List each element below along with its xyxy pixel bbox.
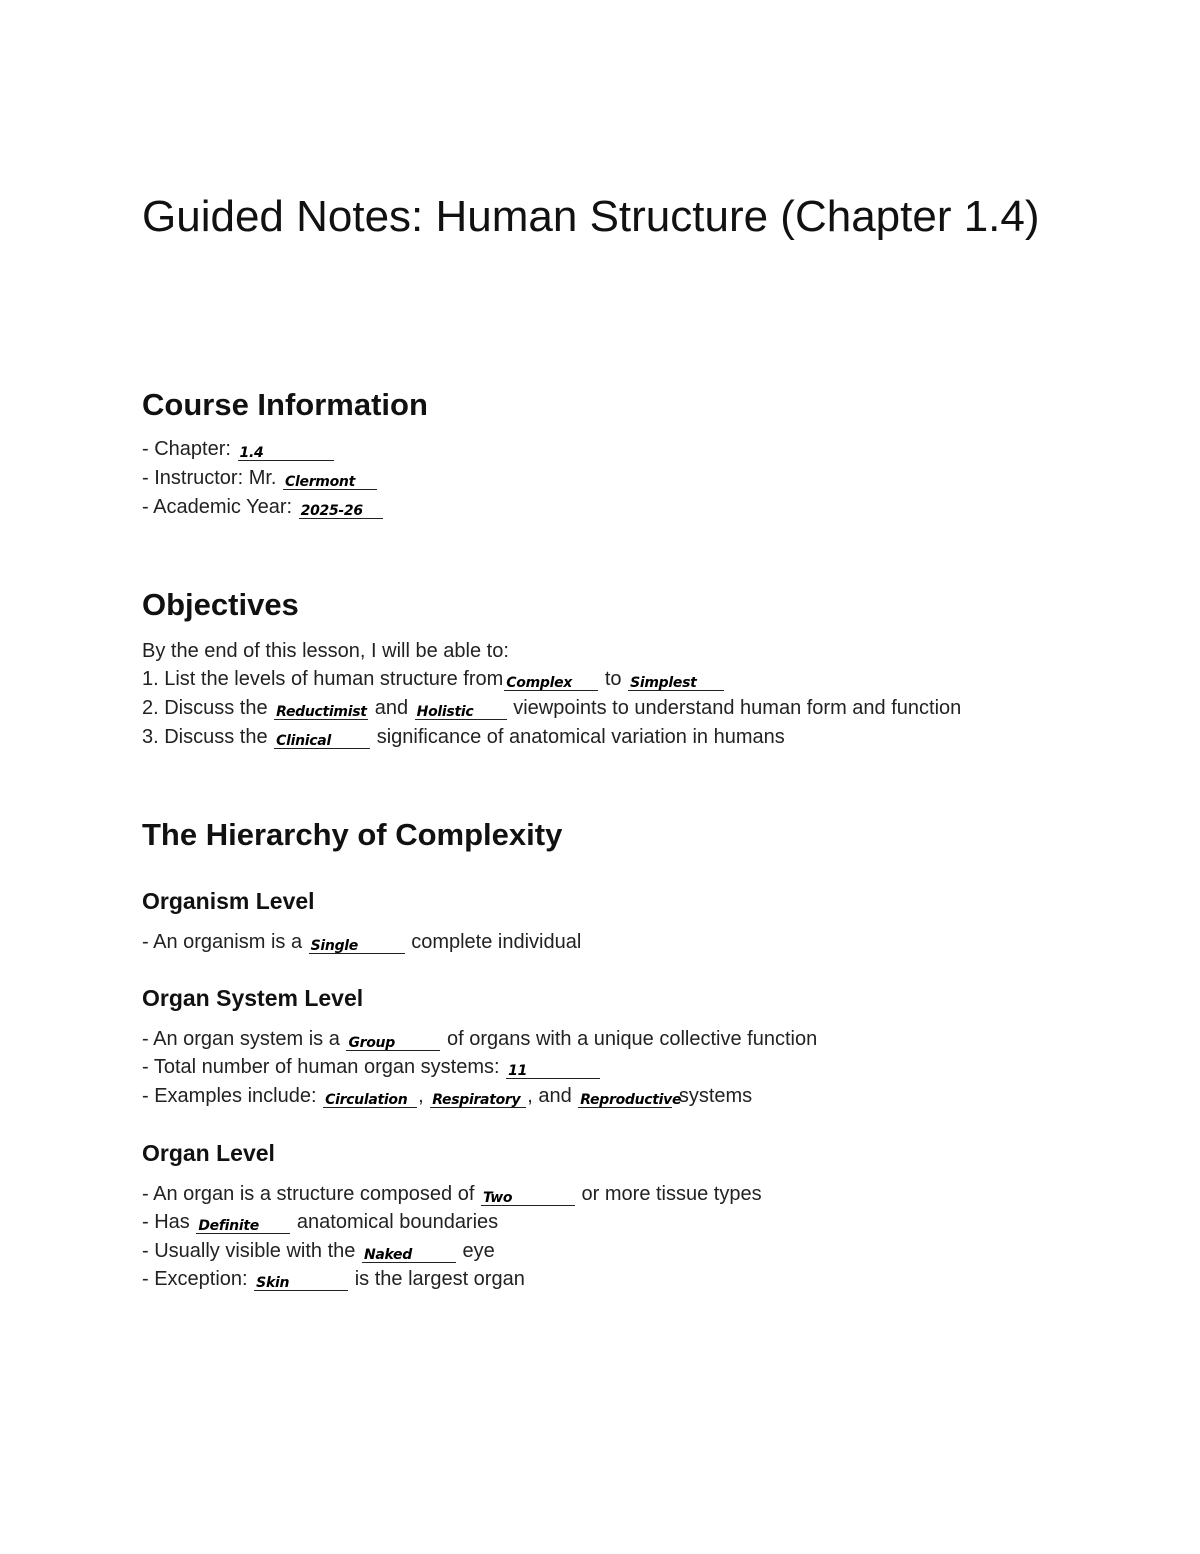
year-line xyxy=(142,493,384,521)
objective-2-post: viewpoints to understand human form and function xyxy=(513,697,962,719)
objective-3-text: 3. Discuss the xyxy=(142,726,268,748)
year-answer: 2025-26 xyxy=(300,503,363,519)
hierarchy-heading-text: The Hierarchy of Complexity xyxy=(142,817,563,852)
organ-system-line-2-text: - Total number of human organ systems: xyxy=(142,1056,500,1078)
objectives-heading-text: Objectives xyxy=(142,587,299,622)
organ-system-sep-2: , and xyxy=(527,1085,572,1107)
organ-system-line-3-text: - Examples include: xyxy=(142,1085,317,1107)
organism-answer: Single xyxy=(310,938,359,954)
organ-system-blank-5 xyxy=(578,1085,682,1108)
organ-system-answer-5: Reproductive xyxy=(580,1092,682,1108)
organ-system-line-1 xyxy=(142,1025,817,1053)
organ-line-1-text: - An organ is a structure composed of xyxy=(142,1183,475,1205)
organ-line-4-text: - Exception: xyxy=(142,1268,248,1290)
organ-system-answer-1: Group xyxy=(348,1035,395,1051)
objective-3 xyxy=(142,723,785,751)
organ-system-answer-2: 11 xyxy=(508,1063,528,1079)
year-label: - Academic Year: xyxy=(142,496,293,518)
organ-level-heading: Organ Level xyxy=(142,1140,275,1166)
objective-1-blank-1 xyxy=(504,668,598,691)
organ-system-sep-1: , xyxy=(418,1085,424,1107)
organ-system-line-2 xyxy=(142,1053,601,1081)
organ-blank-1 xyxy=(481,1183,575,1206)
organ-system-line-3-post: systems xyxy=(678,1085,753,1107)
objective-1-answer-1: Complex xyxy=(506,675,573,691)
chapter-answer: 1.4 xyxy=(239,445,264,461)
organ-line-2 xyxy=(142,1208,498,1236)
organ-line-3-post: eye xyxy=(462,1240,495,1262)
organ-blank-3 xyxy=(362,1240,456,1263)
objective-2-blank-1 xyxy=(274,697,368,720)
instructor-label: - Instructor: Mr. xyxy=(142,467,277,489)
objective-3-blank xyxy=(274,726,370,749)
objective-2-text: 2. Discuss the xyxy=(142,697,268,719)
organ-system-blank-2 xyxy=(506,1056,600,1079)
objective-2-answer-1: Reductimist xyxy=(276,704,367,720)
organ-answer-4: Skin xyxy=(256,1275,290,1291)
organ-blank-2 xyxy=(196,1211,290,1234)
organ-system-level-heading: Organ System Level xyxy=(142,985,364,1011)
instructor-line xyxy=(142,464,378,492)
organ-line-1 xyxy=(142,1180,762,1208)
organ-line-2-text: - Has xyxy=(142,1211,190,1233)
organ-system-answer-4: Respiratory xyxy=(432,1092,521,1108)
instructor-blank xyxy=(283,467,377,490)
organ-line-4-post: is the largest organ xyxy=(354,1268,525,1290)
organism-line-1 xyxy=(142,928,581,956)
instructor-answer: Clermont xyxy=(285,474,355,490)
objective-1-text: 1. List the levels of human structure from xyxy=(142,668,504,690)
organ-line-1-post: or more tissue types xyxy=(581,1183,762,1205)
objective-1-blank-2 xyxy=(628,668,724,691)
objectives-intro: By the end of this lesson, I will be able to: xyxy=(142,640,509,662)
objective-2-mid: and xyxy=(374,697,409,719)
year-blank xyxy=(299,496,383,519)
organ-system-line-1-text: - An organ system is a xyxy=(142,1028,340,1050)
organ-blank-4 xyxy=(254,1268,348,1291)
organ-system-answer-3: Circulation xyxy=(325,1092,408,1108)
page-title: Guided Notes: Human Structure (Chapter 1.4) xyxy=(142,192,1040,241)
chapter-blank xyxy=(238,438,334,461)
organ-system-line-1-post: of organs with a unique collective function xyxy=(447,1028,818,1050)
organ-line-4 xyxy=(142,1265,525,1293)
objective-2-answer-2: Holistic xyxy=(416,704,474,720)
course-info-heading xyxy=(142,385,428,425)
objective-3-answer: Clinical xyxy=(276,733,331,749)
organ-answer-3: Naked xyxy=(363,1247,412,1263)
objective-2-blank-2 xyxy=(415,697,507,720)
organ-line-3 xyxy=(142,1237,495,1265)
objective-1-answer-2: Simplest xyxy=(630,675,697,691)
organism-line-1-post: complete individual xyxy=(411,931,582,953)
course-info-heading-text: Course Information xyxy=(142,387,428,422)
objectives-heading xyxy=(142,585,299,625)
chapter-line xyxy=(142,435,335,463)
organ-line-3-text: - Usually visible with the xyxy=(142,1240,356,1262)
chapter-label: - Chapter: xyxy=(142,438,231,460)
organ-answer-1: Two xyxy=(482,1190,513,1206)
objective-1 xyxy=(142,665,725,693)
organ-system-blank-4 xyxy=(430,1085,526,1108)
organ-system-blank-3 xyxy=(323,1085,417,1108)
organ-line-2-post: anatomical boundaries xyxy=(296,1211,499,1233)
organ-answer-2: Definite xyxy=(198,1218,259,1234)
organism-blank xyxy=(309,931,405,954)
organism-level-heading: Organism Level xyxy=(142,888,315,914)
objective-1-mid: to xyxy=(604,668,622,690)
organism-line-1-text: - An organism is a xyxy=(142,931,303,953)
hierarchy-heading xyxy=(142,815,562,855)
objective-3-post: significance of anatomical variation in humans xyxy=(376,726,785,748)
organ-system-line-3 xyxy=(142,1082,752,1110)
organ-system-blank-1 xyxy=(346,1028,440,1051)
objective-2 xyxy=(142,694,961,722)
